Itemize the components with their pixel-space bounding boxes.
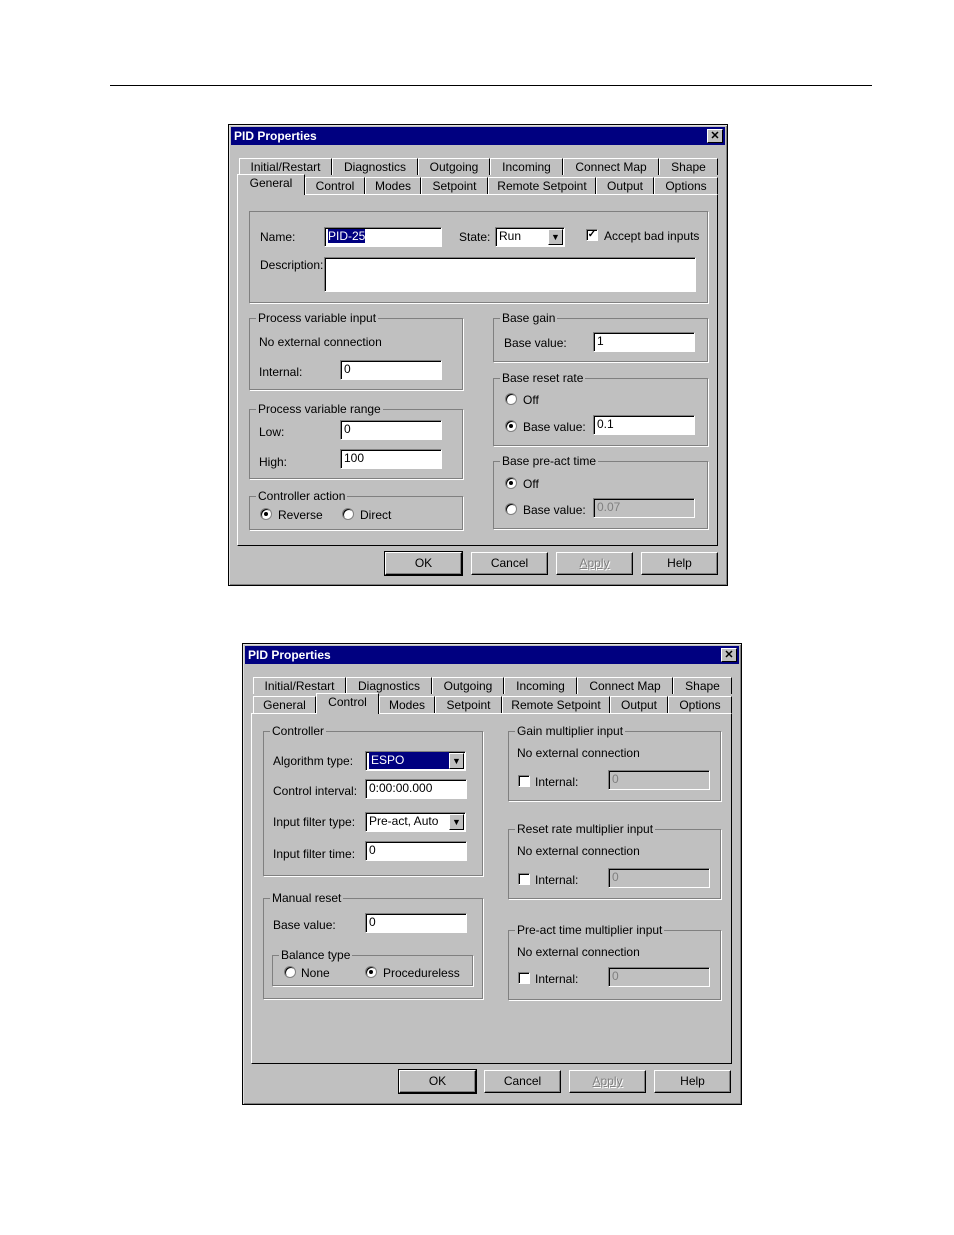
preact-base-label: Base value: [523,503,586,517]
algorithm-type-select[interactable] [365,751,466,771]
tab-setpoint[interactable]: Setpoint [435,696,502,713]
pv-high-input[interactable]: 100 [340,449,442,469]
name-label: Name: [260,230,296,244]
reset-internal-input[interactable]: 0 [608,868,710,888]
controller-title: Controller [272,724,325,738]
algorithm-type-label: Algorithm type: [273,754,354,768]
pv-range-title: Process variable range [258,402,381,416]
base-preact-group [493,454,708,529]
base-gain-label: Base value: [504,336,567,350]
input-filter-type-label: Input filter type: [273,815,356,829]
gain-internal-input[interactable]: 0 [608,770,710,790]
apply-button[interactable]: Apply [569,1070,646,1093]
tab-options[interactable]: Options [654,177,718,194]
preact-off-radio[interactable] [505,477,517,489]
gain-internal-checkbox[interactable] [518,775,530,787]
ok-button[interactable]: OK [399,1070,476,1093]
chevron-down-icon[interactable]: ▼ [548,229,563,245]
tab-remote-setpoint[interactable]: Remote Setpoint [502,696,610,713]
tab-diagnostics[interactable]: Diagnostics [332,158,418,175]
pv-high-label: High: [259,455,288,469]
base-preact-title: Base pre-act time [502,454,597,468]
tab-output[interactable]: Output [610,696,668,713]
tab-shape[interactable]: Shape [659,158,718,175]
reset-multiplier-group [508,822,721,899]
reset-off-radio[interactable] [505,393,517,405]
input-filter-type-select[interactable] [365,812,466,832]
state-label: State: [459,230,491,244]
reset-off-label: Off [523,393,539,407]
manual-reset-label: Base value: [273,918,336,932]
close-icon[interactable]: ✕ [721,648,737,662]
control-interval-input[interactable]: 0:00:00.000 [365,779,467,799]
tab-setpoint[interactable]: Setpoint [421,177,488,194]
balance-none-radio[interactable] [284,966,296,978]
tab-connect-map[interactable]: Connect Map [563,158,659,175]
tab-initial-restart[interactable]: Initial/Restart [253,677,346,694]
pv-low-label: Low: [259,425,285,439]
tab-initial-restart[interactable]: Initial/Restart [239,158,332,175]
pv-input-title: Process variable input [258,311,377,325]
manual-reset-title: Manual reset [272,891,342,905]
input-filter-type-value: Pre-act, Auto [369,814,439,828]
chevron-down-icon[interactable]: ▼ [449,814,464,830]
preact-internal-input[interactable]: 0 [608,967,710,987]
tab-connect-map[interactable]: Connect Map [577,677,673,694]
dialog-title: PID Properties [234,129,317,143]
pv-internal-input[interactable]: 0 [340,360,442,380]
cancel-button[interactable]: Cancel [471,552,548,575]
gain-multiplier-connection: No external connection [517,746,640,760]
cancel-button[interactable]: Cancel [484,1070,561,1093]
name-value: PID-25 [328,229,366,243]
base-gain-title: Base gain [502,311,556,325]
tab-outgoing[interactable]: Outgoing [432,677,504,694]
gain-multiplier-title: Gain multiplier input [517,724,624,738]
tab-control[interactable]: Control [316,693,379,714]
reset-base-input[interactable]: 0.1 [593,415,695,435]
tab-incoming[interactable]: Incoming [504,677,577,694]
pv-internal-label: Internal: [259,365,303,379]
base-reset-group [493,371,708,446]
page-header-rule [110,85,872,86]
tab-modes[interactable]: Modes [365,177,421,194]
balance-procedureless-radio[interactable] [365,966,377,978]
pid-properties-dialog-control [242,643,742,1105]
reverse-radio[interactable] [260,508,272,520]
pid-properties-dialog-general [228,124,728,586]
pv-input-connection: No external connection [259,335,382,349]
direct-radio[interactable] [342,508,354,520]
tab-remote-setpoint[interactable]: Remote Setpoint [488,177,596,194]
base-gain-input[interactable]: 1 [593,332,695,352]
state-select[interactable] [495,227,565,247]
balance-type-title: Balance type [281,948,351,962]
controller-action-title: Controller action [258,489,346,503]
name-input[interactable] [324,227,442,247]
help-button[interactable]: Help [654,1070,731,1093]
gain-internal-label: Internal: [535,775,579,789]
preact-off-label: Off [523,477,539,491]
tab-outgoing[interactable]: Outgoing [418,158,490,175]
preact-multiplier-connection: No external connection [517,945,640,959]
reset-multiplier-connection: No external connection [517,844,640,858]
tab-incoming[interactable]: Incoming [490,158,563,175]
preact-multiplier-group [508,923,721,1000]
reset-internal-label: Internal: [535,873,579,887]
help-button[interactable]: Help [641,552,718,575]
algorithm-type-value: ESPO [369,752,449,769]
reset-internal-checkbox[interactable] [518,873,530,885]
preact-multiplier-title: Pre-act time multiplier input [517,923,663,937]
tab-diagnostics[interactable]: Diagnostics [346,677,432,694]
tab-control[interactable]: Control [305,177,365,194]
apply-button[interactable]: Apply [556,552,633,575]
input-filter-time-label: Input filter time: [273,847,356,861]
tab-modes[interactable]: Modes [379,696,435,713]
input-filter-time-input[interactable]: 0 [365,841,467,861]
reverse-label: Reverse [278,508,323,522]
title-bar [231,127,725,145]
preact-base-input[interactable]: 0.07 [593,498,695,518]
preact-internal-label: Internal: [535,972,579,986]
base-reset-title: Base reset rate [502,371,584,385]
preact-base-radio[interactable] [505,503,517,515]
accept-bad-inputs-label: Accept bad inputs [604,229,700,243]
tab-output[interactable]: Output [596,177,654,194]
reset-base-radio[interactable] [505,420,517,432]
tab-options[interactable]: Options [668,696,732,713]
state-value: Run [499,229,522,243]
gain-multiplier-group [508,724,721,801]
pv-low-input[interactable]: 0 [340,420,442,440]
dialog-title: PID Properties [248,648,331,662]
ok-button[interactable]: OK [385,552,462,575]
description-label: Description: [260,258,324,272]
tab-general[interactable]: General [253,696,316,713]
chevron-down-icon[interactable]: ▼ [449,753,464,769]
title-bar [245,646,739,664]
balance-procedureless-label: Procedureless [383,966,460,980]
reset-multiplier-title: Reset rate multiplier input [517,822,654,836]
balance-none-label: None [301,966,330,980]
tab-shape[interactable]: Shape [673,677,732,694]
manual-reset-input[interactable]: 0 [365,913,467,933]
control-interval-label: Control interval: [273,784,358,798]
direct-label: Direct [360,508,392,522]
reset-base-label: Base value: [523,420,586,434]
accept-bad-inputs-checkbox[interactable]: ✓ [587,229,597,240]
close-icon[interactable]: ✕ [707,129,723,143]
tab-general[interactable]: General [237,174,305,195]
preact-internal-checkbox[interactable] [518,972,530,984]
description-input[interactable] [324,257,696,292]
